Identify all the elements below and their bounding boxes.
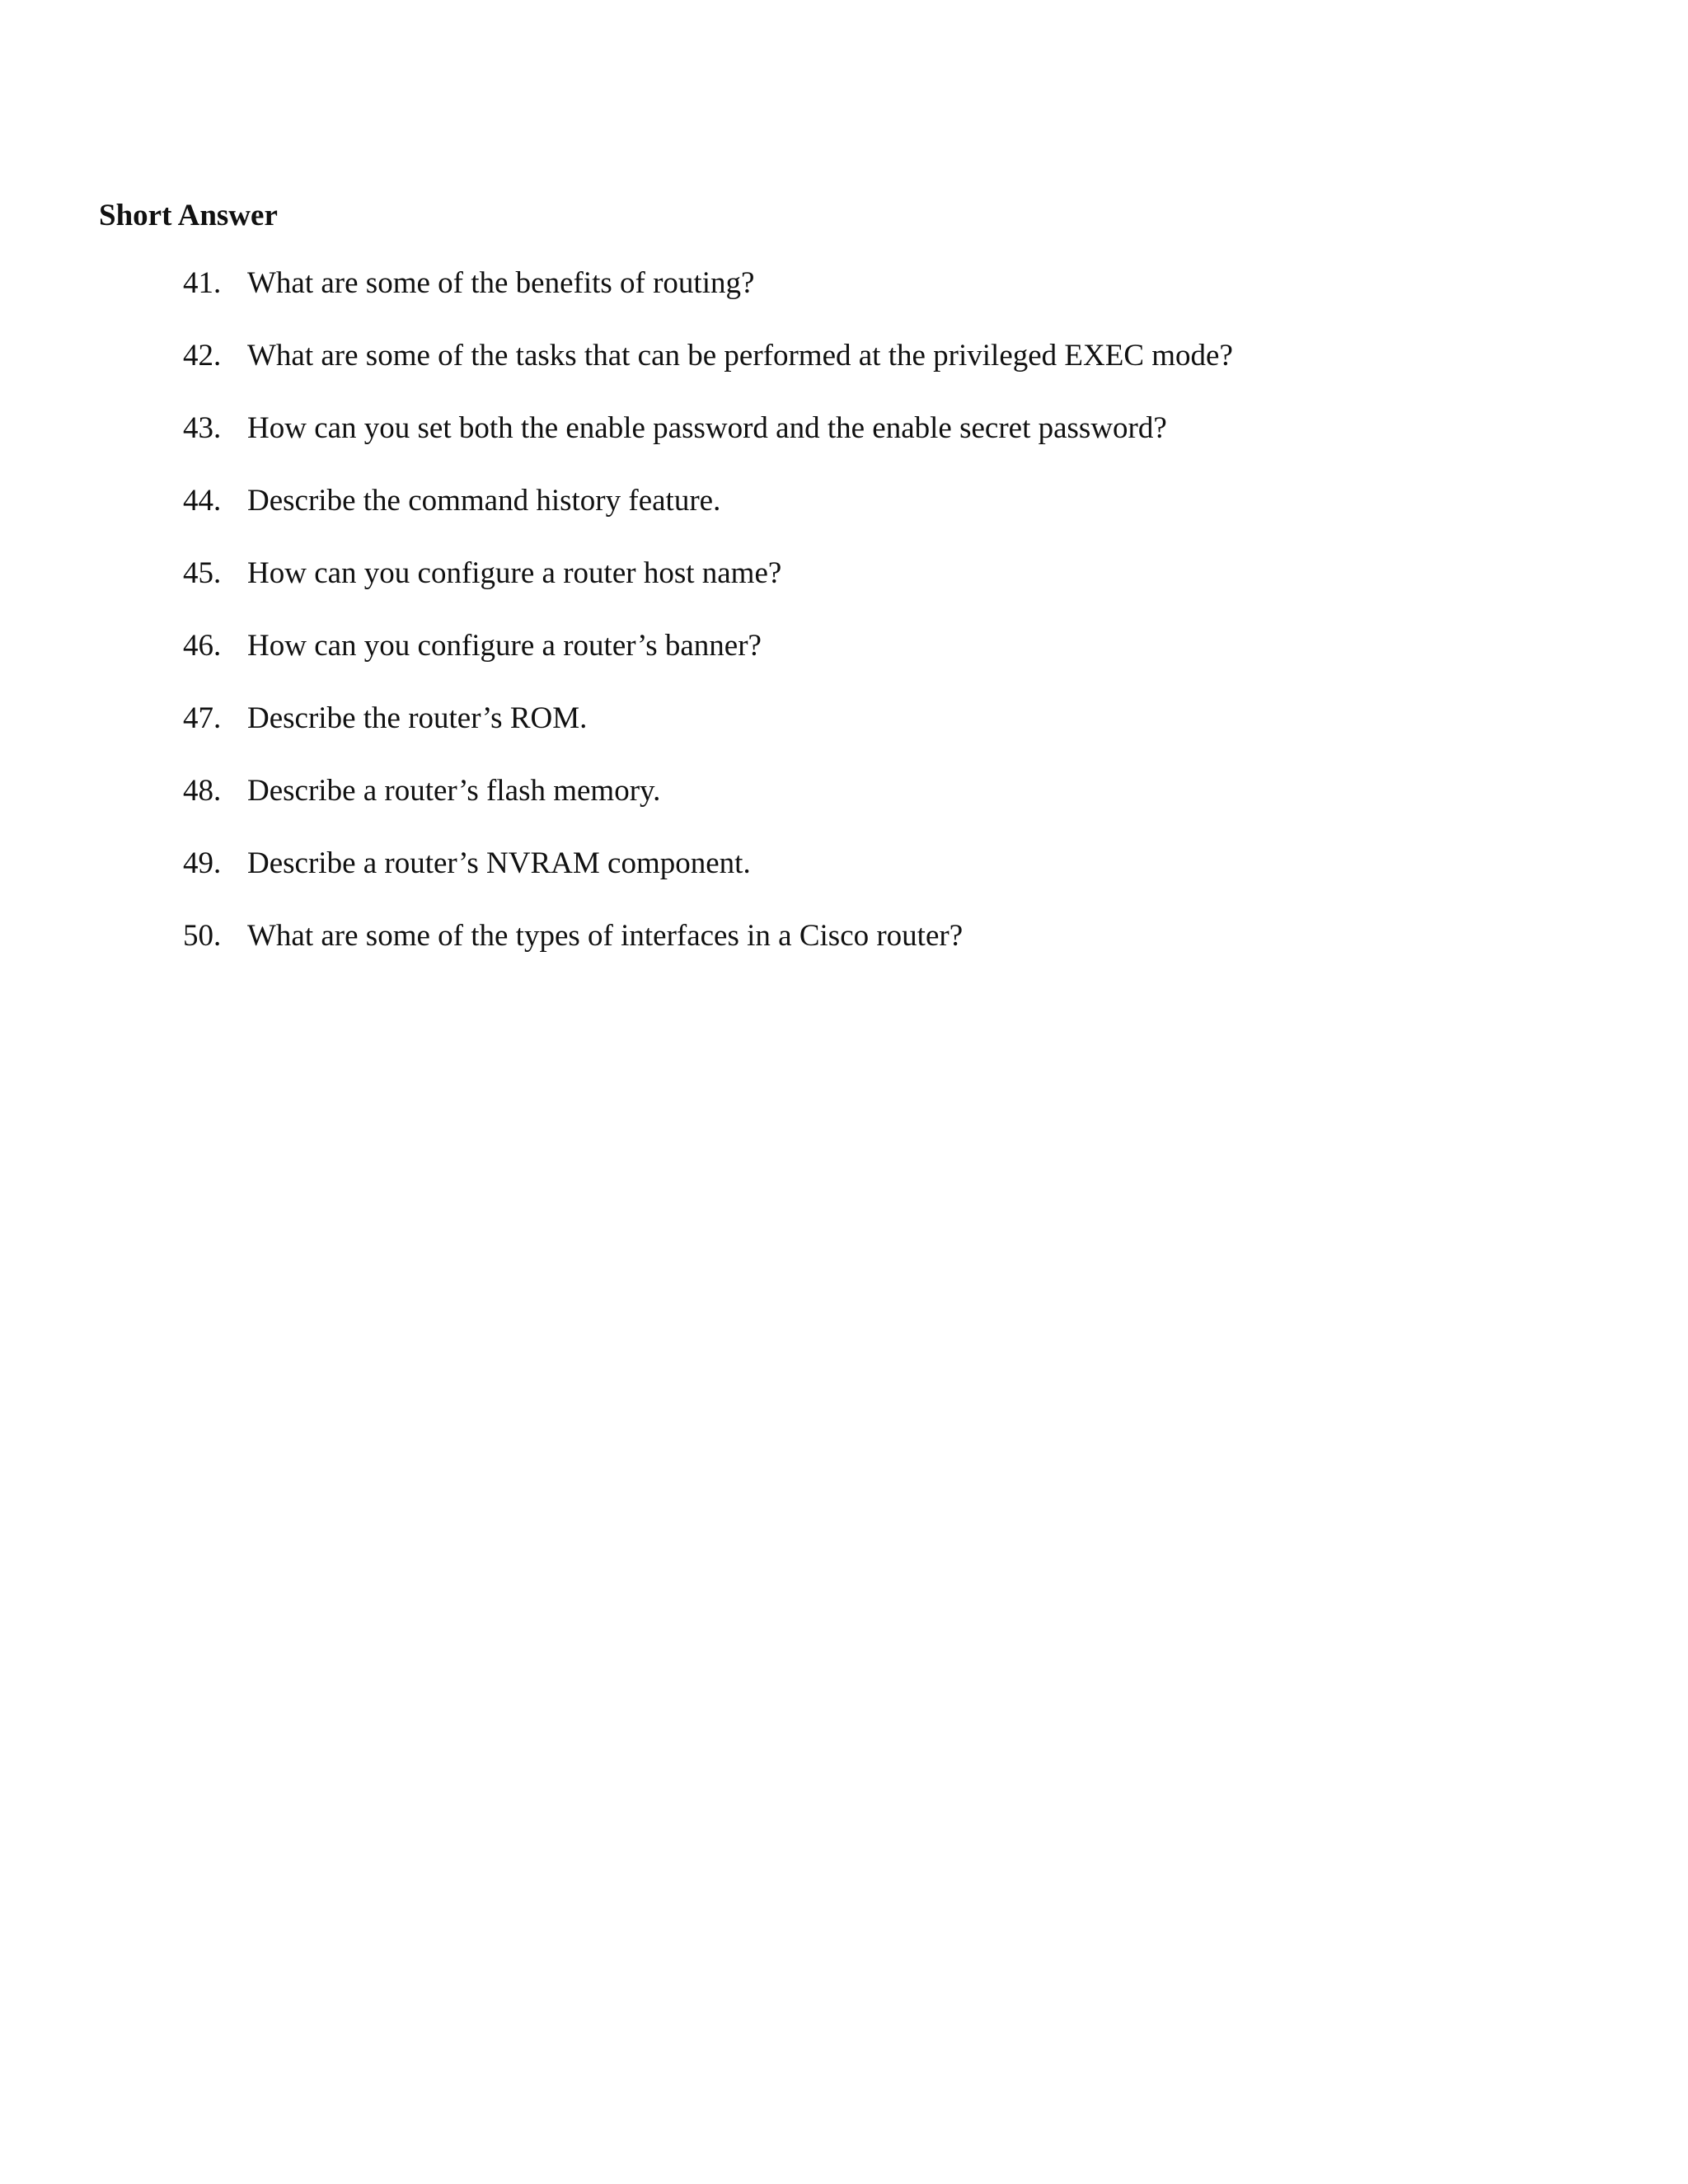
- question-text: How can you configure a router’s banner?: [247, 629, 762, 663]
- question-text: What are some of the types of interfaces in a Cisco router?: [247, 919, 964, 953]
- question-number: 41.: [183, 266, 222, 300]
- question-number: 43.: [183, 411, 222, 445]
- question-text: What are some of the tasks that can be performed at the privileged EXEC mode?: [247, 339, 1233, 373]
- question-number: 49.: [183, 846, 222, 880]
- question-text: Describe the router’s ROM.: [247, 701, 588, 735]
- question-text: Describe a router’s flash memory.: [247, 774, 661, 808]
- question-text: Describe a router’s NVRAM component.: [247, 846, 751, 880]
- question-text: How can you set both the enable password and the enable secret password?: [247, 411, 1167, 445]
- question-text: What are some of the benefits of routing?: [247, 266, 755, 300]
- question-text: How can you configure a router host name?: [247, 556, 782, 590]
- question-number: 42.: [183, 339, 222, 373]
- question-number: 48.: [183, 774, 222, 808]
- section-heading: Short Answer: [99, 199, 278, 232]
- question-number: 46.: [183, 629, 222, 663]
- question-number: 47.: [183, 701, 222, 735]
- question-number: 50.: [183, 919, 222, 953]
- question-number: 45.: [183, 556, 222, 590]
- question-number: 44.: [183, 484, 222, 518]
- question-text: Describe the command history feature.: [247, 484, 721, 518]
